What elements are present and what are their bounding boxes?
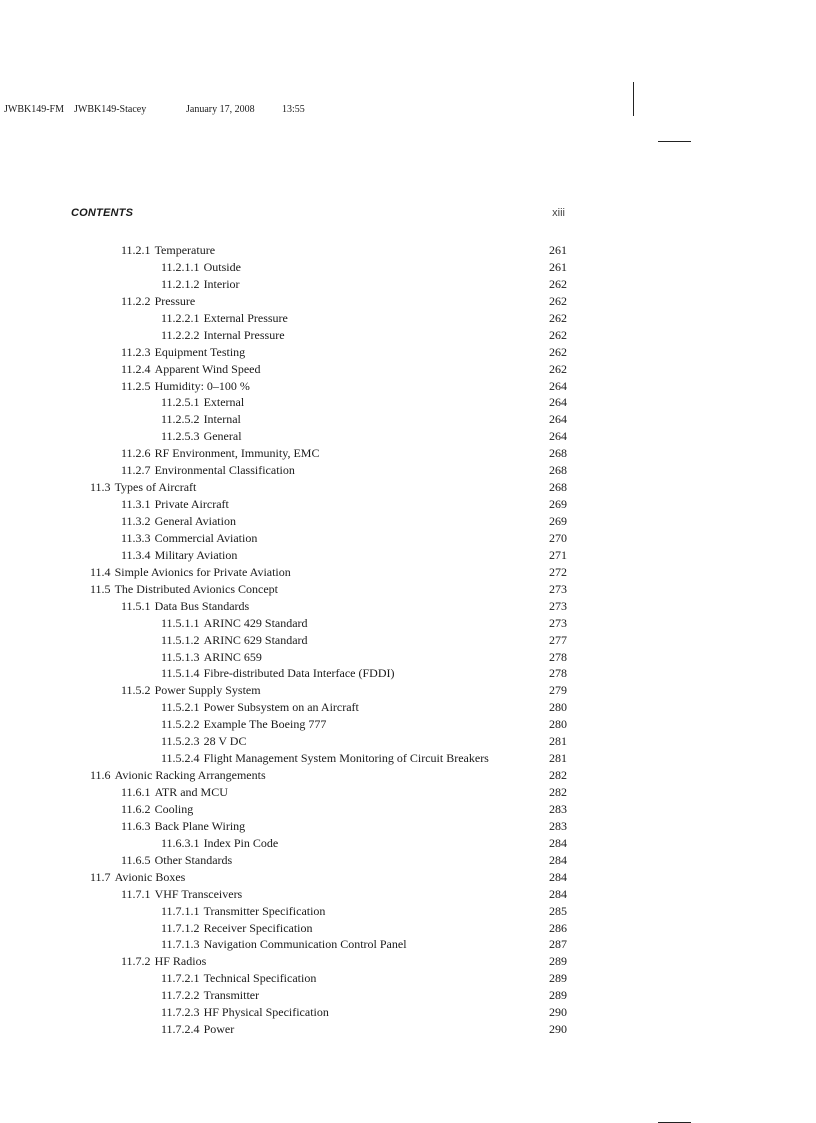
toc-entry[interactable]: [0, 428, 816, 445]
toc-section-title: Data Bus Standards: [154, 598, 250, 613]
toc-entry-text: [90, 479, 196, 496]
toc-section-number: 11.6: [90, 768, 111, 783]
toc-entry-text: [121, 852, 232, 869]
toc-entry-text: [90, 869, 185, 886]
toc-section-title: Internal Pressure: [203, 327, 285, 342]
toc-entry-text: [121, 598, 249, 615]
toc-section-title: Transmitter: [203, 988, 260, 1003]
toc-page-number: 273: [549, 615, 567, 630]
toc-entry[interactable]: [0, 394, 816, 411]
toc-entry[interactable]: [0, 513, 816, 530]
slug-chapter-code: JWBK149-FM: [4, 104, 65, 115]
toc-entry[interactable]: [0, 445, 816, 462]
toc-entry-text: [121, 293, 195, 310]
toc-entry-text: [161, 750, 489, 767]
toc-page-number: 278: [549, 666, 567, 681]
toc-entry[interactable]: [0, 936, 816, 953]
toc-section-title: ARINC 659: [203, 649, 262, 664]
toc-entry[interactable]: [0, 682, 816, 699]
toc-page-number: 283: [549, 818, 567, 833]
toc-entry-text: [161, 835, 278, 852]
toc-section-title: Simple Avionics for Private Aviation: [114, 564, 291, 579]
toc-section-number: 11.7.2.1: [161, 971, 200, 986]
toc-entry[interactable]: [0, 310, 816, 327]
toc-entry[interactable]: [0, 920, 816, 937]
toc-entry-text: [161, 327, 285, 344]
toc-page-number: 273: [549, 581, 567, 596]
toc-page-number: 284: [549, 886, 567, 901]
toc-page-number: 273: [549, 598, 567, 613]
toc-entry-text: [121, 682, 261, 699]
toc-entry-text: [161, 936, 407, 953]
toc-section-number: 11.2.5.3: [161, 429, 200, 444]
toc-entry[interactable]: [0, 530, 816, 547]
print-slug: [4, 104, 305, 115]
toc-entry[interactable]: [0, 276, 816, 293]
toc-page-number: 279: [549, 683, 567, 698]
toc-entry-text: [121, 818, 245, 835]
toc-page-number: 272: [549, 564, 567, 579]
toc-entry-text: [121, 445, 319, 462]
toc-entry[interactable]: [0, 378, 816, 395]
toc-entry-text: [90, 564, 291, 581]
toc-entry[interactable]: [0, 293, 816, 310]
slug-date: January 17, 2008: [186, 104, 255, 115]
slug-time: 13:55: [282, 104, 305, 115]
toc-entry-text: [161, 649, 262, 666]
toc-section-number: 11.7.2.3: [161, 1005, 200, 1020]
toc-section-title: General: [203, 429, 242, 444]
toc-section-title: Other Standards: [154, 852, 233, 867]
toc-section-number: 11.5.2.4: [161, 751, 200, 766]
toc-entry[interactable]: [0, 496, 816, 513]
toc-section-title: 28 V DC: [203, 734, 247, 749]
toc-entry[interactable]: [0, 835, 816, 852]
toc-section-title: RF Environment, Immunity, EMC: [154, 446, 320, 461]
toc-entry-text: [121, 378, 250, 395]
toc-section-title: Power: [203, 1022, 235, 1037]
toc-page-number: 282: [549, 768, 567, 783]
toc-page-number: 278: [549, 649, 567, 664]
toc-page-number: 262: [549, 361, 567, 376]
running-head-title: CONTENTS: [71, 207, 134, 219]
toc-section-number: 11.2.1.1: [161, 259, 200, 274]
toc-section-number: 11.7.1: [121, 886, 151, 901]
toc-entry-text: [161, 428, 242, 445]
toc-entry[interactable]: [0, 852, 816, 869]
toc-page-number: 271: [549, 547, 567, 562]
toc-section-number: 11.5.1: [121, 598, 151, 613]
toc-section-number: 11.3.3: [121, 530, 151, 545]
toc-entry-text: [161, 276, 240, 293]
toc-section-number: 11.5.2.2: [161, 717, 200, 732]
toc-page-number: 287: [549, 937, 567, 952]
toc-page-number: 290: [549, 1022, 567, 1037]
toc-page-number: 262: [549, 344, 567, 359]
toc-entry[interactable]: [0, 649, 816, 666]
toc-entry-text: [161, 1004, 329, 1021]
toc-section-number: 11.2.5.2: [161, 412, 200, 427]
toc-page-number: 262: [549, 327, 567, 342]
toc-page-number: 264: [549, 412, 567, 427]
toc-entry[interactable]: [0, 462, 816, 479]
toc-entry[interactable]: [0, 242, 816, 259]
toc-section-title: Fibre-distributed Data Interface (FDDI): [203, 666, 395, 681]
toc-section-title: Temperature: [154, 243, 216, 257]
toc-entry[interactable]: [0, 479, 816, 496]
toc-section-number: 11.5.1.4: [161, 666, 200, 681]
toc-entry-text: [161, 259, 241, 276]
toc-page-number: 280: [549, 700, 567, 715]
toc-entry[interactable]: [0, 987, 816, 1004]
toc-entry[interactable]: [0, 411, 816, 428]
toc-section-title: Index Pin Code: [203, 835, 279, 850]
toc-section-title: Equipment Testing: [154, 344, 246, 359]
toc-section-number: 11.7.1.1: [161, 903, 200, 918]
toc-section-title: Apparent Wind Speed: [154, 361, 261, 376]
toc-section-number: 11.7: [90, 869, 111, 884]
toc-entry[interactable]: [0, 818, 816, 835]
toc-section-title: Types of Aircraft: [114, 480, 197, 495]
toc-entry[interactable]: [0, 1021, 816, 1038]
toc-entry[interactable]: [0, 869, 816, 886]
toc-section-title: General Aviation: [154, 514, 236, 528]
toc-page-number: 284: [549, 852, 567, 867]
toc-section-title: Humidity: 0–100 %: [154, 378, 250, 393]
toc-section-number: 11.7.2.2: [161, 988, 200, 1003]
toc-entry-text: [161, 632, 308, 649]
toc-entry-text: [161, 394, 244, 411]
toc-section-title: Environmental Classification: [154, 463, 295, 478]
toc-page-number: 285: [549, 903, 567, 918]
toc-page-number: 269: [549, 497, 567, 512]
toc-section-title: Outside: [203, 259, 241, 274]
toc-section-title: The Distributed Avionics Concept: [114, 581, 278, 596]
toc-entry[interactable]: [0, 259, 816, 276]
toc-section-number: 11.7.1.2: [161, 920, 200, 935]
toc-entry-text: [121, 513, 236, 530]
toc-entry-text: [161, 733, 246, 750]
toc-entry[interactable]: [0, 615, 816, 632]
toc-section-number: 11.2.5: [121, 378, 151, 393]
toc-section-title: Interior: [203, 276, 240, 291]
toc-section-title: ARINC 629 Standard: [203, 632, 308, 647]
toc-page-number: 286: [549, 920, 567, 935]
toc-entry[interactable]: [0, 953, 816, 970]
toc-section-number: 11.5.1.3: [161, 649, 200, 664]
toc-entry[interactable]: [0, 344, 816, 361]
toc-entry-text: [121, 547, 237, 564]
toc-entry-text: [161, 987, 259, 1004]
toc-section-title: Private Aircraft: [154, 497, 229, 512]
toc-section-number: 11.2.1: [121, 243, 151, 257]
toc-section-title: Example The Boeing 777: [203, 717, 327, 732]
toc-entry-text: [121, 496, 229, 513]
toc-section-number: 11.3.2: [121, 514, 151, 528]
toc-page-number: 281: [549, 734, 567, 749]
toc-page-number: 264: [549, 429, 567, 444]
toc-section-title: ARINC 429 Standard: [203, 615, 308, 630]
toc-section-title: Commercial Aviation: [154, 530, 258, 545]
toc-section-number: 11.7.2.4: [161, 1022, 200, 1037]
toc-page-number: 261: [549, 243, 567, 257]
toc-page-number: 270: [549, 530, 567, 545]
toc-section-number: 11.6.1: [121, 785, 151, 799]
toc-section-number: 11.6.3: [121, 818, 151, 833]
toc-section-title: Receiver Specification: [203, 920, 313, 935]
toc-section-number: 11.2.1.2: [161, 276, 200, 291]
toc-page-number: 283: [549, 801, 567, 816]
toc-page-number: 268: [549, 463, 567, 478]
toc-entry[interactable]: [0, 1004, 816, 1021]
toc-page-number: 268: [549, 446, 567, 461]
toc-entry-text: [161, 699, 359, 716]
toc-section-number: 11.5.2: [121, 683, 151, 698]
toc-section-title: Pressure: [154, 293, 196, 308]
toc-section-number: 11.2.2.2: [161, 327, 200, 342]
toc-entry[interactable]: [0, 886, 816, 903]
toc-section-number: 11.5: [90, 581, 111, 596]
toc-entry-text: [161, 310, 288, 327]
toc-page-number: 277: [549, 632, 567, 647]
toc-page-number: 284: [549, 835, 567, 850]
toc-section-title: External Pressure: [203, 310, 288, 325]
toc-section-number: 11.3: [90, 480, 111, 495]
toc-page-number: 289: [549, 988, 567, 1003]
toc-section-title: Internal: [203, 412, 241, 427]
toc-section-number: 11.2.7: [121, 463, 151, 478]
toc-page-number: 262: [549, 310, 567, 325]
toc-entry-text: [121, 242, 215, 259]
toc-section-title: Flight Management System Monitoring of Circuit Breakers: [203, 751, 489, 766]
toc-section-title: VHF Transceivers: [154, 886, 243, 901]
toc-section-number: 11.5.2.3: [161, 734, 200, 749]
toc-section-number: 11.5.2.1: [161, 700, 200, 715]
toc-section-number: 11.6.2: [121, 801, 151, 816]
toc-page-number: 289: [549, 971, 567, 986]
toc-entry[interactable]: [0, 598, 816, 615]
toc-section-title: HF Radios: [154, 954, 207, 969]
toc-section-number: 11.2.6: [121, 446, 151, 461]
toc-page-number: 280: [549, 717, 567, 732]
toc-entry-text: [121, 784, 228, 801]
toc-entry-text: [161, 665, 395, 682]
toc-section-title: Power Subsystem on an Aircraft: [203, 700, 359, 715]
toc-entry-text: [161, 411, 241, 428]
toc-entry-text: [121, 801, 193, 818]
toc-section-title: Avionic Racking Arrangements: [114, 768, 266, 783]
toc-entry-text: [161, 716, 326, 733]
toc-section-number: 11.2.2: [121, 293, 151, 308]
toc-entry-text: [161, 970, 316, 987]
toc-section-title: Power Supply System: [154, 683, 261, 698]
toc-entry[interactable]: [0, 632, 816, 649]
page-folio: xiii: [552, 207, 565, 219]
toc-section-number: 11.7.1.3: [161, 937, 200, 952]
toc-section-title: ATR and MCU: [154, 785, 228, 799]
toc-section-title: Back Plane Wiring: [154, 818, 246, 833]
toc-entry[interactable]: [0, 801, 816, 818]
toc-section-number: 11.6.5: [121, 852, 151, 867]
toc-page-number: 262: [549, 276, 567, 291]
toc-section-title: HF Physical Specification: [203, 1005, 329, 1020]
toc-section-number: 11.5.1.1: [161, 615, 200, 630]
toc-entry[interactable]: [0, 750, 816, 767]
toc-page-number: 281: [549, 751, 567, 766]
toc-section-title: Technical Specification: [203, 971, 317, 986]
toc-section-number: 11.6.3.1: [161, 835, 200, 850]
toc-entry-text: [161, 1021, 234, 1038]
toc-entry[interactable]: [0, 665, 816, 682]
toc-page-number: 269: [549, 514, 567, 528]
toc-section-number: 11.2.2.1: [161, 310, 200, 325]
toc-section-title: Military Aviation: [154, 547, 238, 562]
slug-book-code: JWBK149-Stacey: [74, 104, 147, 115]
running-head: [71, 207, 567, 223]
toc-entry[interactable]: [0, 361, 816, 378]
toc-entry[interactable]: [0, 581, 816, 598]
toc-section-number: 11.2.4: [121, 361, 151, 376]
toc-entry[interactable]: [0, 564, 816, 581]
toc-entry[interactable]: [0, 733, 816, 750]
crop-mark-top: [658, 141, 691, 142]
toc-entry[interactable]: [0, 699, 816, 716]
toc-section-title: Navigation Communication Control Panel: [203, 937, 407, 952]
toc-page-number: 262: [549, 293, 567, 308]
toc-page-number: 284: [549, 869, 567, 884]
toc-page-number: 289: [549, 954, 567, 969]
toc-section-number: 11.5.1.2: [161, 632, 200, 647]
toc-page-number: 268: [549, 480, 567, 495]
toc-section-number: 11.3.4: [121, 547, 151, 562]
toc-section-title: Transmitter Specification: [203, 903, 326, 918]
toc-section-title: External: [203, 395, 245, 410]
toc-entry-text: [90, 581, 278, 598]
toc-entry-text: [161, 615, 308, 632]
toc-entry-text: [121, 361, 261, 378]
toc-entry-text: [161, 920, 313, 937]
toc-section-number: 11.4: [90, 564, 111, 579]
toc-section-title: Cooling: [154, 801, 194, 816]
toc-page-number: 261: [549, 259, 567, 274]
toc-page-number: 282: [549, 785, 567, 799]
toc-section-title: Avionic Boxes: [114, 869, 186, 884]
table-of-contents: [0, 242, 816, 1038]
toc-entry-text: [121, 953, 206, 970]
toc-entry-text: [121, 462, 295, 479]
toc-page-number: 290: [549, 1005, 567, 1020]
toc-entry[interactable]: [0, 716, 816, 733]
toc-entry[interactable]: [0, 327, 816, 344]
toc-entry-text: [121, 886, 242, 903]
crop-mark-vertical: [633, 82, 634, 116]
toc-entry-text: [161, 903, 325, 920]
toc-entry[interactable]: [0, 767, 816, 784]
toc-section-number: 11.3.1: [121, 497, 151, 512]
toc-entry-text: [121, 530, 257, 547]
toc-entry[interactable]: [0, 970, 816, 987]
toc-section-number: 11.2.5.1: [161, 395, 200, 410]
toc-entry[interactable]: [0, 784, 816, 801]
toc-section-number: 11.7.2: [121, 954, 151, 969]
toc-entry[interactable]: [0, 547, 816, 564]
toc-page-number: 264: [549, 395, 567, 410]
toc-entry-text: [90, 767, 266, 784]
toc-page-number: 264: [549, 378, 567, 393]
toc-entry[interactable]: [0, 903, 816, 920]
toc-entry-text: [121, 344, 245, 361]
toc-section-number: 11.2.3: [121, 344, 151, 359]
